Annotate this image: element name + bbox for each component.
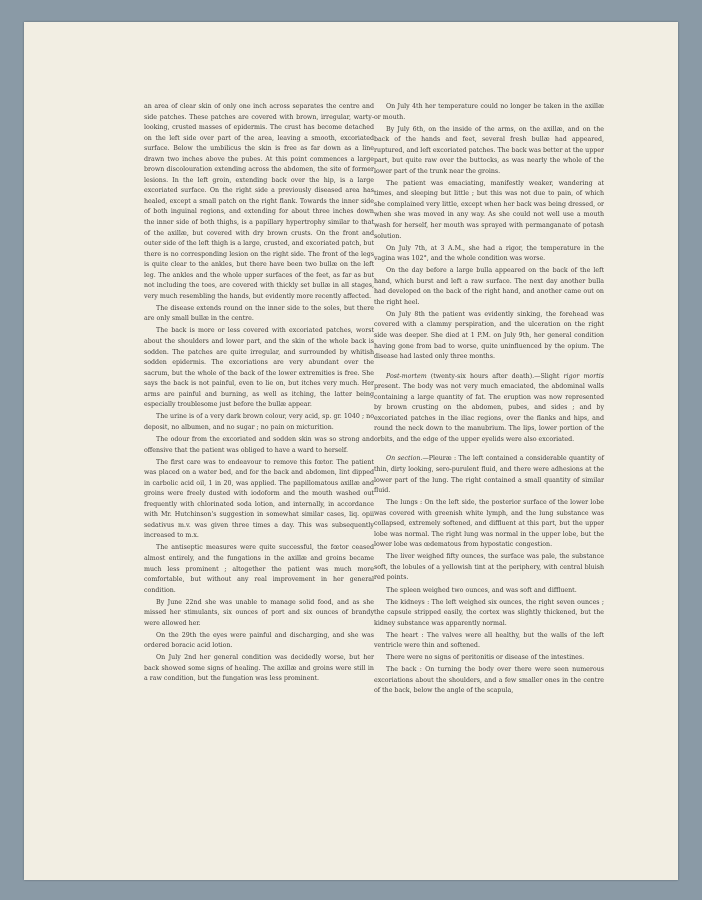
paragraph: The urine is of a very dark brown colour, very acid, sp. gr. 1040 ; no deposit, no albumen, and no sugar ; no pain on micturition. [144, 413, 374, 431]
paragraph: By June 22nd she was unable to manage solid food, and as she missed her stimulants, six ounces of port and six ounces of brandy were allowed her. [144, 598, 374, 627]
paragraph: The lungs : On the left side, the posterior surface of the lower lobe was covered with greenish white lymph, and the lung substance was collapsed, extremely softened, and diffluent at this part, but the upper lobe was normal. The right lung was normal in the upper lobe, but the lower lobe was œdematous from hypostatic congestion. [374, 499, 604, 549]
paragraph: On the 29th the eyes were painful and discharging, and she was ordered boracic acid lotion. [144, 631, 374, 650]
paragraph: The antiseptic measures were quite successful, the fœtor ceased almost entirely, and the fungations in the axillæ and groins became much less prominent ; altogether the patient was much more comfortable, but without any real improvement in her general condition. [144, 544, 374, 594]
rigor-mortis-label: rigor mortis [563, 372, 604, 380]
paragraph: By July 6th, on the inside of the arms, on the axillæ, and on the back of the hands and feet, several fresh bullæ had appeared, ruptured, and left excoriated patches. The back was better at the upper part, but quite raw over the buttocks, as was nearly the whole of the lower part of the trunk near the groins. [374, 125, 604, 175]
paragraph: On the day before a large bulla appeared on the back of the left hand, which burst and left a raw surface. The next day another bulla had developed on the back of the right hand, and another came out on the right heel. [374, 267, 604, 306]
paragraph: an area of clear skin of only one inch across separates the centre and side patches. These patches are covered with brown, irregular, warty-looking, crusted masses of epidermis. The crust has become detached on the left side over part of the area, leaving a smooth, excoriated surface. Below the umbilicus the skin is free as far down as a line drawn two inches above the pubes. At this point commences a large brown discolouration extending across the abdomen, the site of former lesions. In the left groin, extending back over the hip, is a large excoriated surface. On the right side a previously diseased area has healed, except a small patch on the right flank. Towards the inner side of both inguinal regions, and extending for about three inches down the inner side of both thighs, is a papillary hypertrophy similar to that of the axillæ, but covered with dry brown crusts. On the front and outer side of the left thigh is a large, crusted, and excoriated patch, but there is no corresponding lesion on the right side. The front of the legs is quite clear to the ankles, but there have been two bullæ on the left leg. The ankles and the whole upper surfaces of the feet, as far as but not including the toes, are covered with thickly set bullæ in all stages, very much resembling the hands, but evidently more recently affected. [144, 103, 374, 300]
paragraph: The disease extends round on the inner side to the soles, but there are only small bullæ in the centre. [144, 304, 374, 323]
paragraph: The odour from the excoriated and sodden skin was so strong and offensive that the patient was obliged to have a ward to herself. [144, 435, 374, 454]
paragraph: On July 2nd her general condition was decidedly worse, but her back showed some signs of healing. The axillæ and groins were still in a raw condition, but the fungation was less prominent. [144, 654, 374, 683]
paragraph: On July 4th her temperature could no longer be taken in the axillæ or mouth. [374, 103, 604, 121]
paragraph: The spleen weighed two ounces, and was soft and diffluent. [386, 586, 577, 594]
post-mortem-text: (twenty-six hours after death).—Slight [426, 372, 564, 380]
paragraph: The kidneys : The left weighed six ounces, the right seven ounces ; the capsule stripped easily, the cortex was slightly thickened, but the kidney substance was apparently normal. [374, 598, 604, 627]
post-mortem-paragraph [374, 372, 604, 446]
paragraph: The patient was emaciating, manifestly weaker, wandering at times, and sleeping but little ; but this was not due to pain, of which she complained very little, except when her back was being dressed, or when she was moved in any way. As she could not well use a mouth wash for herself, her mouth was sprayed with permanganate of potash solution. [374, 179, 604, 240]
right-column [374, 102, 604, 698]
on-section-label: On section. [386, 455, 423, 463]
paragraph: On July 8th the patient was evidently sinking, the forehead was covered with a clammy perspiration, and the ulceration on the right side was deeper. She died at 1 P.M. on July 9th, her general condition having gone from bad to worse, quite uninfluenced by the opium. The disease had lasted only three months. [374, 310, 604, 361]
on-section-text: —Pleuræ : The left contained a considerable quantity of thin, dirty looking, sero-purulent fluid, and there were adhesions at the lower part of the lung. The right contained a small quantity of similar fluid. [374, 455, 604, 495]
paragraph: The heart : The valves were all healthy, but the walls of the left ventricle were thin and softened. [374, 631, 604, 650]
document-page [24, 22, 678, 880]
paragraph: There were no signs of peritonitis or disease of the intestines. [386, 654, 585, 662]
left-column [144, 102, 374, 687]
paragraph: The first care was to endeavour to remove this fœtor. The patient was placed on a water bed, and for the back and abdomen, lint dipped in carbolic acid oil, 1 in 20, was applied. The papillomatous axillæ and groins were freely dusted with iodoform and the mouth washed out frequently with chlorinated soda lotion, and internally, in accordance with Mr. Hutchinson's suggestion in somewhat similar cases, liq. opii sedativus m.v. was given three times a day. This was subsequently increased to m.x. [144, 458, 374, 540]
post-mortem-label: Post-mortem [386, 372, 427, 380]
paragraph: The liver weighed fifty ounces, the surface was pale, the substance soft, the lobules of a yellowish tint at the periphery, with central bluish red points. [374, 553, 604, 582]
paragraph: On July 7th, at 3 A.M., she had a rigor, the temperature in the vagina was 102°, and the whole condition was worse. [374, 244, 604, 263]
post-mortem-rest: present. The body was not very much emaciated, the abdominal walls containing a large quantity of fat. The eruption was now represented by brown crusting on the abdomen, pubes, and sides ; and by excoriated patches in the iliac regions, over the flanks and hips, and round the neck down to the manubrium. The lips, lower portion of the orbits, and the edge of the upper eyelids were also excoriated. [374, 383, 604, 443]
on-section-paragraph [374, 454, 604, 496]
paragraph: The back : On turning the body over there were seen numerous excoriations about the shoulders, and a few smaller ones in the centre of the back, below the angle of the scapula, [374, 666, 604, 695]
paragraph: The back is more or less covered with excoriated patches, worst about the shoulders and lower part, and the skin of the whole back is sodden. The patches are quite irregular, and surrounded by whitish sodden epidermis. The excoriations are very abundant over the sacrum, but the whole of the back of the lower extremities is free. She says the back is not painful, even to lie on, but itches very much. Her arms are painful and burning, as well as itching, the latter being especially troublesome just before the bullæ appear. [144, 327, 374, 409]
